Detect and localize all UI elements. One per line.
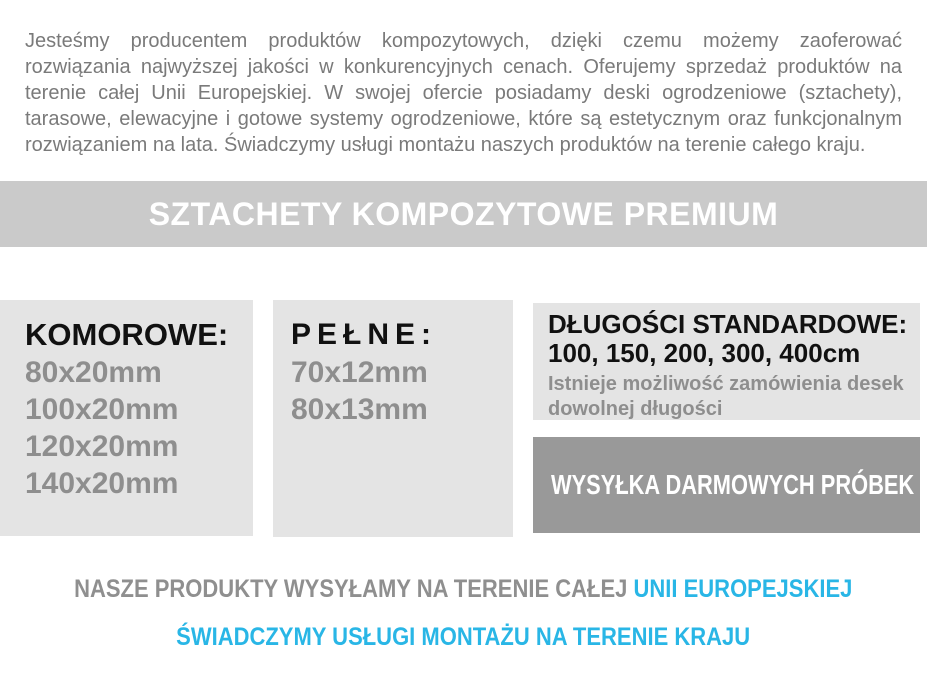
pelne-size-item: 80x13mm xyxy=(291,393,428,426)
komorowe-size-item: 100x20mm xyxy=(25,393,179,426)
free-samples-banner xyxy=(533,437,920,533)
free-samples-text: WYSYŁKA DARMOWYCH PRÓBEK xyxy=(551,469,915,500)
services-footer-text: ŚWIADCZYMY USŁUGI MONTAŻU NA TERENIE KRAJU xyxy=(176,623,751,651)
intro-paragraph: Jesteśmy producentem produktów kompozytowych, dzięki czemu możemy zaoferować rozwiązania najwyższej jakości w konkurencyjnych cenach. Oferujemy sprzedaż produktów na terenie całej Unii Europejskiej. W swojej ofercie posiadamy deski ogrodzeniowe (sztachety), tarasowe, elewacyjne i gotowe systemy ogrodzeniowe, które są estetycznym oraz funkcjonalnym rozwiązaniem na lata. Świadczymy usługi montażu naszych produktów na terenie całego kraju. xyxy=(25,30,902,156)
komorowe-spec-box xyxy=(0,300,253,536)
services-footer-line xyxy=(0,622,927,652)
pelne-size-item: 70x12mm xyxy=(291,356,428,389)
shipping-footer-text xyxy=(74,574,852,604)
komorowe-size-item: 120x20mm xyxy=(25,430,179,463)
pelne-heading: PEŁNE: xyxy=(291,318,438,351)
premium-title-text: SZTACHETY KOMPOZYTOWE PREMIUM xyxy=(148,195,779,232)
custom-length-note: Istnieje możliwość zamówienia desek dowolnej długości xyxy=(548,373,904,420)
standard-lengths-box xyxy=(533,303,920,420)
pelne-size-list xyxy=(291,354,513,428)
pelne-spec-box xyxy=(273,300,513,537)
standard-lengths-heading: DŁUGOŚCI STANDARDOWE: xyxy=(548,309,908,339)
komorowe-heading: KOMOROWE: xyxy=(25,317,229,352)
premium-title-banner xyxy=(0,181,927,247)
komorowe-size-list xyxy=(25,354,253,502)
shipping-footer-line xyxy=(0,574,927,604)
shipping-footer-accent-text: UNII EUROPEJSKIEJ xyxy=(633,575,853,603)
komorowe-size-item: 140x20mm xyxy=(25,467,179,500)
shipping-footer-gray-text: NASZE PRODUKTY WYSYŁAMY NA TERENIE CAŁEJ xyxy=(74,575,628,603)
standard-lengths-values: 100, 150, 200, 300, 400cm xyxy=(548,338,861,368)
komorowe-size-item: 80x20mm xyxy=(25,356,162,389)
